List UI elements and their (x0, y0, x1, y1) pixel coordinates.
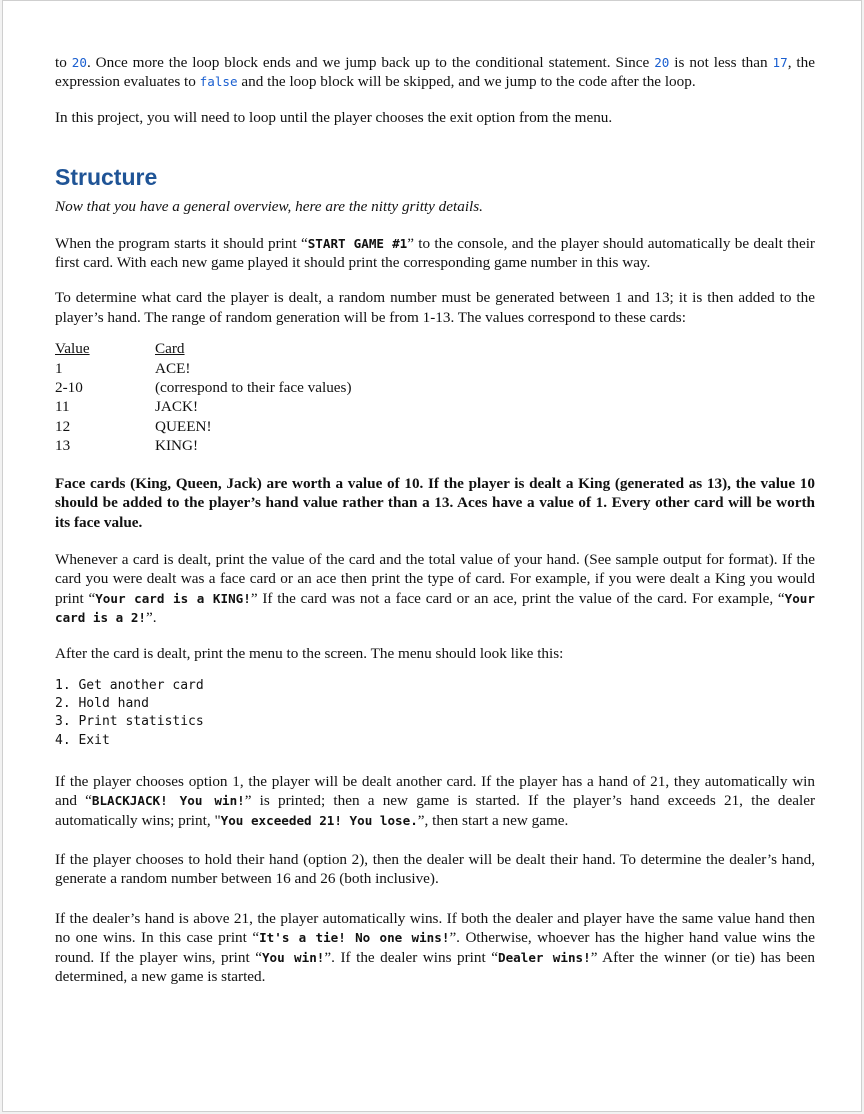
inline-code: Your card is a KING! (95, 590, 251, 606)
text: ” If the card was not a face card or an ace, print the value of the card. For example, “ (250, 589, 785, 607)
table-row (55, 436, 352, 455)
document-page (2, 0, 862, 1112)
inline-code: 20 (654, 55, 670, 70)
section-heading: Structure (55, 164, 158, 191)
text: is not less than (669, 54, 773, 71)
menu-line: 2. Hold hand (55, 696, 149, 712)
paragraph-option-two: If the player chooses to hold their hand (option 2), then the dealer will be dealt their hand. To determine the dealer’s hand, generate a random number between 16 and 26 (both inclusive). (55, 850, 815, 888)
table-cell: 12 (55, 417, 71, 435)
paragraph-dealer-outcome (55, 909, 815, 987)
sample-menu (55, 677, 815, 750)
text: If the player chooses option 1, the player will be dealt another card. If the player has a hand of 21, they automatically win and “ (55, 772, 815, 810)
paragraph-loop-explanation (55, 53, 815, 92)
text: If the dealer’s hand is above 21, the player automatically wins. If both the dealer and player have the same value hand then no one wins. In this case print “ (55, 909, 815, 947)
text: . Once more the loop block ends and we jump back up to the conditional statement. Since (86, 54, 655, 71)
inline-code: Dealer wins! (498, 949, 591, 965)
text: ”. Otherwise, whoever has the higher hand value wins the round. If the player wins, print “ (55, 929, 815, 966)
paragraph-random-card: To determine what card the player is dealt, a random number must be generated between 1 and 13; it is then added to the player’s hand. The range of random generation will be from 1-13. The values correspond to these cards: (55, 289, 815, 326)
text: , the expression evaluates to (55, 54, 815, 91)
text: When the program starts it should print “ (55, 234, 308, 252)
inline-code: You win! (261, 949, 325, 965)
text: and the loop block will be skipped, and we jump to the code after the loop. (237, 73, 696, 91)
inline-code: false (199, 74, 238, 90)
card-value-table (55, 339, 352, 455)
menu-line: 4. Exit (55, 732, 110, 748)
text: ” After the winner (or tie) has been determined, a new game is started. (55, 948, 815, 985)
paragraph-loop-project: In this project, you will need to loop until the player chooses the exit option from the menu. (55, 108, 613, 126)
inline-code: 20 (71, 55, 87, 70)
inline-code: Your card is a 2! (55, 590, 815, 626)
menu-line: 1. Get another card (55, 677, 204, 693)
inline-code: BLACKJACK! You win! (91, 793, 245, 809)
text: ” is printed; then a new game is started. If the player’s hand exceeds 21, the dealer automatically wins; print, " (55, 792, 816, 829)
inline-code: START GAME #1 (307, 235, 408, 251)
text: to (55, 54, 72, 71)
table-row (55, 397, 352, 416)
inline-code: 17 (772, 55, 788, 70)
inline-code: You exceeded 21! You lose. (220, 812, 418, 828)
table-cell: ACE! (155, 359, 191, 377)
table-cell: 1 (55, 359, 63, 377)
table-cell: 11 (55, 398, 70, 416)
column-header-card: Card (155, 340, 185, 358)
menu-line: 3. Print statistics (55, 714, 204, 730)
table-header-row (55, 339, 352, 358)
paragraph-print-card (55, 550, 815, 628)
column-header-value: Value (55, 340, 90, 358)
table-row (55, 359, 352, 378)
paragraph-start-game (55, 234, 815, 273)
table-cell: (correspond to their face values) (155, 379, 352, 397)
text: ” to the console, and the player should automatically be dealt their first card. With each new game played it should print the corresponding game number in this way. (55, 234, 815, 272)
table-cell: QUEEN! (155, 417, 212, 435)
table-cell: JACK! (155, 398, 199, 416)
paragraph-face-card-values: Face cards (King, Queen, Jack) are worth a value of 10. If the player is dealt a King (generated as 13), the value 10 should be added to the player’s hand value rather than a 13. Aces have a value of 1. Every other card will be worth its face value. (55, 474, 815, 531)
table-row (55, 417, 352, 436)
text: Whenever a card is dealt, print the value of the card and the total value of your hand. (See sample output for format). If the card you were dealt was a face card or an ace then print the type of card. For example, if you were dealt a King you would print “ (55, 550, 815, 607)
paragraph-menu-intro: After the card is dealt, print the menu to the screen. The menu should look like this: (55, 644, 564, 662)
inline-code: It's a tie! No one wins! (259, 930, 450, 946)
text: ”. (146, 609, 157, 627)
table-row (55, 378, 352, 397)
table-cell: KING! (155, 437, 199, 455)
table-cell: 13 (55, 437, 71, 455)
table-cell: 2-10 (55, 379, 83, 397)
text: ”, then start a new game. (417, 811, 569, 829)
document-body (55, 53, 815, 1002)
section-intro: Now that you have a general overview, here are the nitty gritty details. (55, 198, 483, 216)
paragraph-option-one (55, 772, 815, 830)
text: ”. If the dealer wins print “ (324, 948, 498, 966)
